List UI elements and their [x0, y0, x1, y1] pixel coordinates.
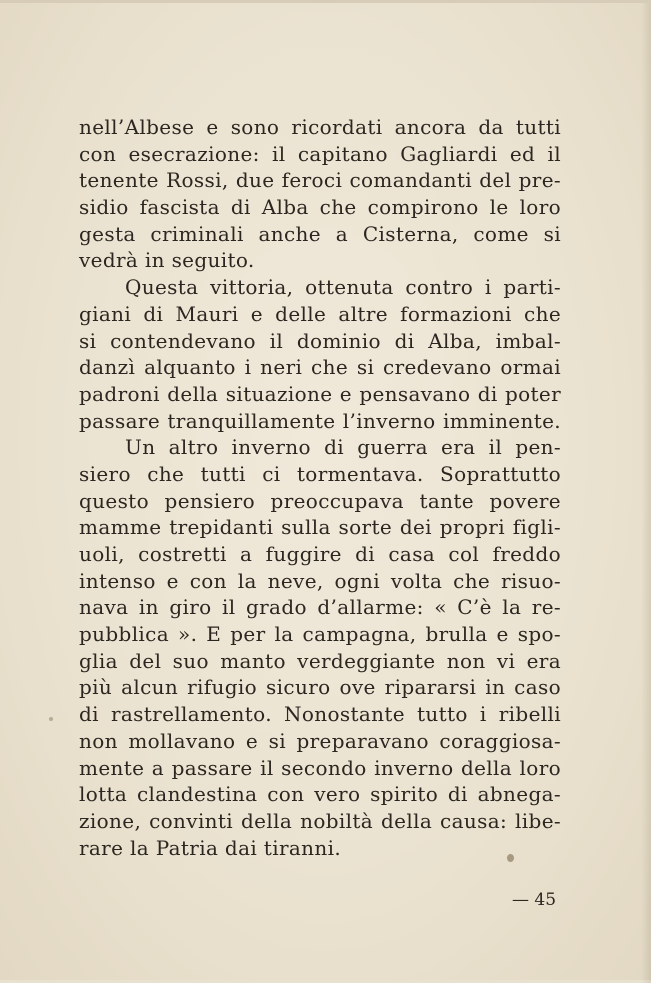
text-line: lotta clandestina con vero spirito di abnega- — [79, 782, 561, 807]
text-line: danzì alquanto i neri che si credevano ormai — [79, 355, 561, 380]
text-line: uoli, costretti a fuggire di casa col freddo — [79, 542, 561, 566]
text-line: glia del suo manto verdeggiante non vi era — [79, 648, 561, 673]
text-line: padroni della situazione e pensavano di poter — [79, 381, 561, 406]
text-line: questo pensiero preoccupava tante povere — [79, 488, 561, 513]
paragraph-start-line: Un altro inverno di guerra era il pen- — [125, 435, 561, 460]
text-line: nava in giro il grado d’allarme: « C’è la re- — [79, 595, 561, 620]
paper-speck — [49, 717, 53, 721]
text-line: siero che tutti ci tormentava. Soprattutto — [79, 461, 561, 486]
text-line: nell’Albese e sono ricordati ancora da tutti — [79, 115, 561, 139]
text-line: mamme trepidanti sulla sorte dei propri figli- — [79, 515, 561, 540]
text-line: si contendevano il dominio di Alba, imbal- — [79, 328, 561, 353]
text-line: sidio fascista di Alba che compirono le loro — [79, 195, 561, 220]
text-line: pubblica ». E per la campagna, brulla e spo- — [79, 622, 561, 647]
text-line: con esecrazione: il capitano Gagliardi ed il — [79, 141, 561, 166]
text-line: mente a passare il secondo inverno della loro — [79, 755, 561, 780]
text-line: di rastrellamento. Nonostante tutto i ribelli — [79, 702, 561, 727]
text-line: intenso e con la neve, ogni volta che risuo- — [79, 568, 561, 593]
body-text — [79, 114, 561, 861]
text-line: non mollavano e si preparavano coraggiosa- — [79, 728, 561, 753]
text-line: passare tranquillamente l’inverno imminente. — [79, 408, 561, 433]
text-line: zione, convinti della nobiltà della causa: libe- — [79, 808, 561, 833]
text-line: vedrà in seguito. — [79, 248, 255, 273]
paragraph-start-line: Questa vittoria, ottenuta contro i parti- — [125, 275, 561, 300]
text-line: tenente Rossi, due feroci comandanti del pre- — [79, 168, 561, 193]
paper-speck — [507, 854, 514, 862]
page-edge-shadow — [641, 3, 651, 983]
text-line: più alcun rifugio sicuro ove ripararsi in caso — [79, 675, 561, 700]
text-line: rare la Patria dai tiranni. — [79, 835, 342, 860]
text-line: giani di Mauri e delle altre formazioni che — [79, 301, 561, 326]
text-line: gesta criminali anche a Cisterna, come si — [79, 221, 561, 246]
page-number: — 45 — [512, 890, 557, 910]
